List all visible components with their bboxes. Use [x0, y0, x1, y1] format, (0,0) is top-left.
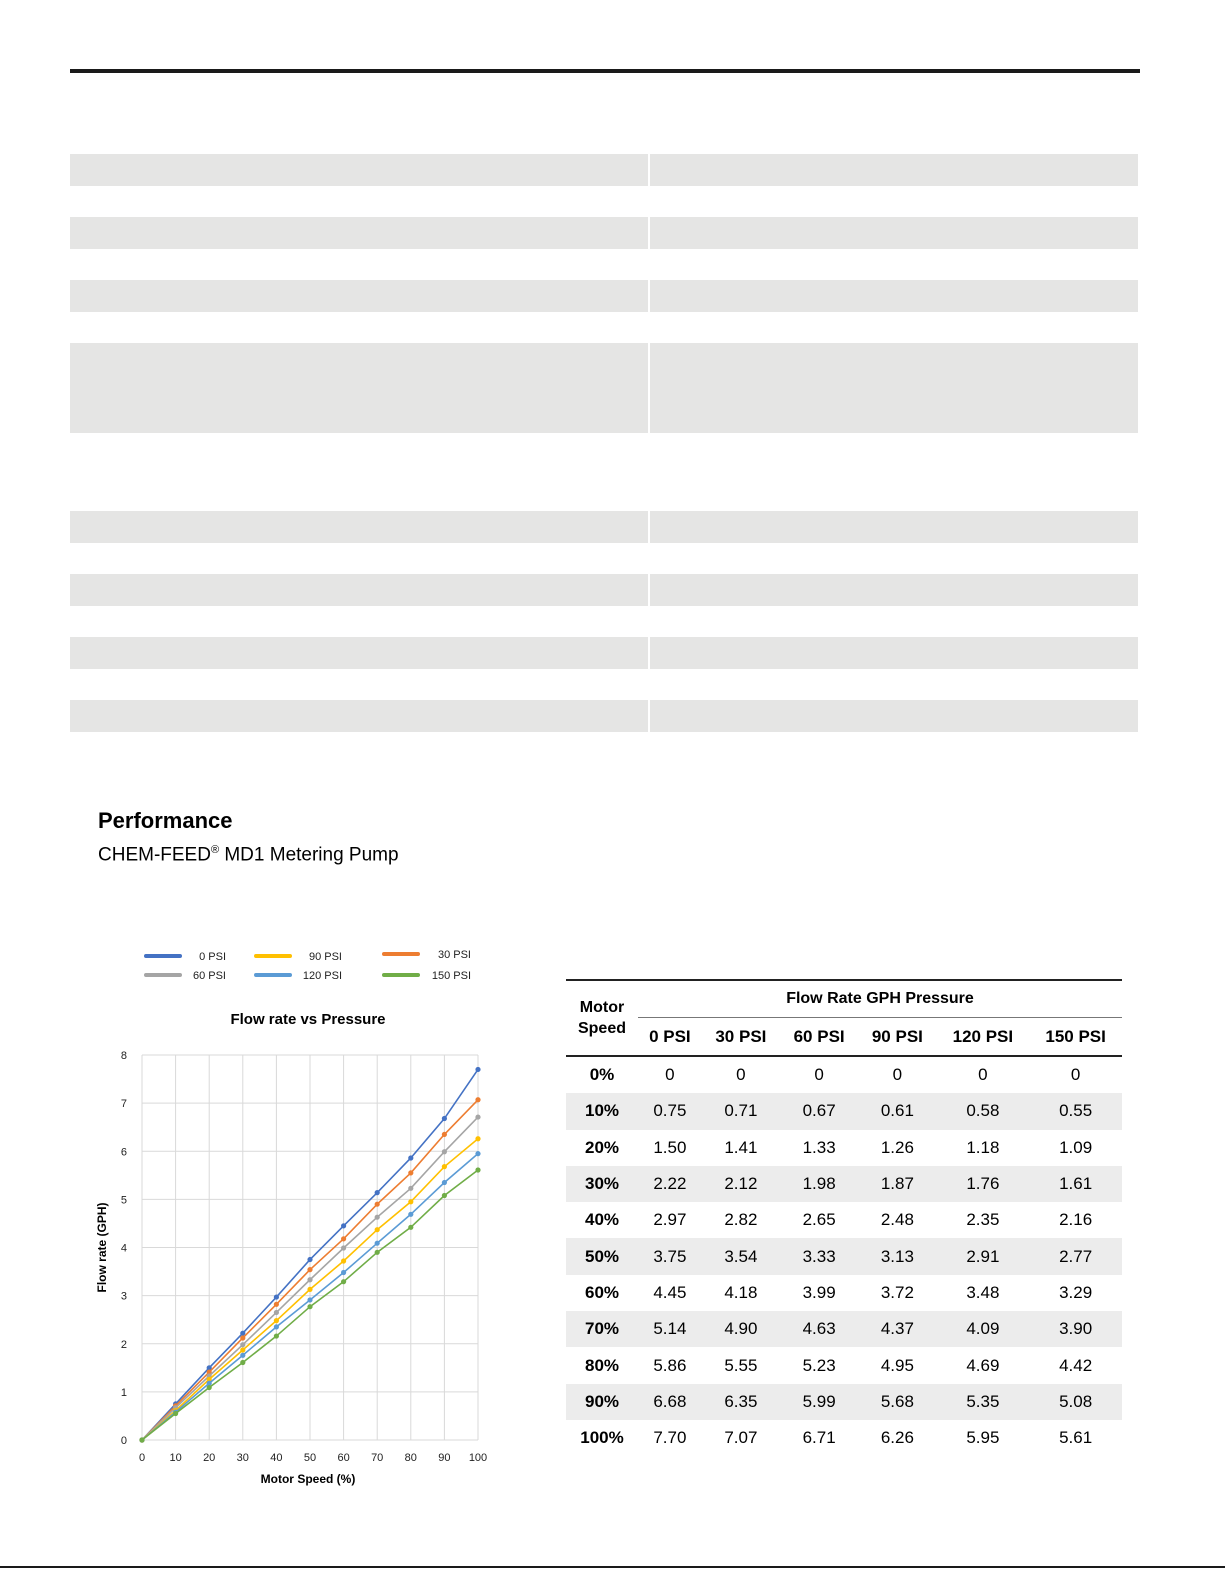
flow-cell: 1.50: [653, 1137, 687, 1157]
data-point: [408, 1199, 413, 1204]
flow-cell: 5.68: [858, 1384, 936, 1420]
data-point: [240, 1331, 245, 1336]
flow-cell: 5.95: [966, 1428, 1000, 1448]
data-point: [375, 1215, 380, 1220]
speed-cell: 20%: [584, 1137, 620, 1157]
speed-cell: 80%: [584, 1355, 620, 1375]
legend-label: 120 PSI: [302, 970, 342, 982]
flow-cell: 3.99: [802, 1282, 836, 1302]
flow-cell: 1.98: [780, 1166, 858, 1202]
legend-label: 30 PSI: [437, 949, 471, 961]
flow-cell: 4.45: [653, 1282, 687, 1302]
x-tick-label: 100: [468, 1452, 488, 1464]
speed-cell: 50%: [566, 1238, 638, 1274]
table-row: [566, 1056, 1122, 1093]
data-point: [475, 1136, 480, 1141]
y-tick-label: 4: [120, 1242, 127, 1255]
flow-cell: 1.41: [724, 1137, 758, 1157]
flow-cell: 4.90: [702, 1311, 780, 1347]
flow-cell: 2.16: [1059, 1210, 1093, 1230]
speed-header: [566, 980, 638, 1056]
flow-cell: 3.29: [1059, 1282, 1093, 1302]
data-point: [274, 1333, 279, 1338]
data-point: [341, 1236, 346, 1241]
data-point: [408, 1225, 413, 1230]
data-point: [341, 1245, 346, 1250]
table-row: [566, 1130, 1122, 1166]
column-header: 0 PSI: [638, 1018, 702, 1057]
flow-cell: 2.91: [937, 1238, 1030, 1274]
y-tick-label: 3: [120, 1290, 127, 1303]
flow-cell: 5.86: [653, 1355, 687, 1375]
flow-cell: 0.58: [937, 1093, 1030, 1129]
data-point: [274, 1324, 279, 1329]
flow-cell: 1.26: [880, 1137, 914, 1157]
x-tick-label: 60: [337, 1452, 350, 1464]
table-row: [566, 1311, 1122, 1347]
data-point: [240, 1342, 245, 1347]
data-point: [375, 1241, 380, 1246]
data-point: [475, 1067, 480, 1072]
data-point: [173, 1411, 178, 1416]
chart-title: Flow rate vs Pressure: [230, 1011, 386, 1028]
data-point: [274, 1310, 279, 1315]
flow-cell: 7.70: [653, 1428, 687, 1448]
flow-cell: 2.48: [880, 1210, 914, 1230]
flow-cell: 2.97: [653, 1210, 687, 1230]
subtitle-rest: MD1 Metering Pump: [219, 844, 399, 866]
x-tick-label: 20: [203, 1452, 216, 1464]
flow-cell: 0.61: [858, 1093, 936, 1129]
spec-row: [70, 637, 1138, 669]
data-point: [341, 1258, 346, 1263]
flow-cell: 3.54: [702, 1238, 780, 1274]
data-point: [274, 1302, 279, 1307]
flow-cell: 2.82: [724, 1210, 758, 1230]
spec-row: [70, 700, 1138, 732]
flow-cell: 5.55: [724, 1355, 758, 1375]
legend-label: 0 PSI: [199, 951, 226, 963]
data-point: [307, 1277, 312, 1282]
data-point: [240, 1335, 245, 1340]
group-header: Flow Rate GPH Pressure: [638, 980, 1122, 1018]
spec-row: [70, 280, 1138, 312]
flow-cell: 0: [978, 1065, 988, 1085]
table-row: [566, 1275, 1122, 1311]
data-point: [442, 1193, 447, 1198]
flow-cell: 3.48: [966, 1282, 1000, 1302]
data-point: [375, 1227, 380, 1232]
flow-cell: 1.09: [1059, 1137, 1093, 1157]
flow-cell: 2.22: [638, 1166, 702, 1202]
flow-cell: 3.33: [780, 1238, 858, 1274]
data-point: [442, 1149, 447, 1154]
top-rule: [70, 69, 1140, 73]
legend-label: 60 PSI: [192, 970, 226, 982]
data-point: [307, 1257, 312, 1262]
spec-row: [70, 154, 1138, 186]
data-point: [475, 1114, 480, 1119]
flow-rate-table: [566, 979, 1122, 1456]
flow-cell: 5.08: [1029, 1384, 1122, 1420]
flow-rate-chart: [80, 935, 520, 1495]
data-point: [408, 1186, 413, 1191]
data-point: [442, 1180, 447, 1185]
registered-mark: ®: [210, 844, 220, 856]
flow-cell: 4.37: [858, 1311, 936, 1347]
flow-cell: 5.23: [802, 1355, 836, 1375]
x-tick-label: 30: [236, 1452, 249, 1464]
flow-cell: 1.61: [1029, 1166, 1122, 1202]
subtitle-brand: CHEM-FEED: [98, 844, 211, 866]
data-point: [408, 1170, 413, 1175]
x-axis-label: Motor Speed (%): [260, 1472, 356, 1486]
flow-cell: 4.69: [966, 1355, 1000, 1375]
flow-cell: 1.18: [966, 1137, 1000, 1157]
spec-row: [70, 343, 1138, 433]
flow-cell: 3.90: [1029, 1311, 1122, 1347]
flow-cell: 0.71: [702, 1093, 780, 1129]
data-point: [341, 1279, 346, 1284]
speed-cell: 100%: [580, 1428, 624, 1448]
section-title: Performance: [98, 808, 233, 833]
data-point: [274, 1318, 279, 1323]
column-header: 90 PSI: [858, 1018, 936, 1057]
spec-row: [70, 217, 1138, 249]
flow-cell: 0.55: [1029, 1093, 1122, 1129]
data-point: [375, 1202, 380, 1207]
flow-cell: 0.67: [780, 1093, 858, 1129]
flow-cell: 6.71: [802, 1428, 836, 1448]
y-tick-label: 2: [120, 1338, 127, 1351]
data-point: [307, 1304, 312, 1309]
data-point: [442, 1164, 447, 1169]
flow-cell: 1.76: [937, 1166, 1030, 1202]
table-row: [566, 1166, 1122, 1202]
flow-cell: 3.13: [858, 1238, 936, 1274]
flow-cell: 4.18: [724, 1282, 758, 1302]
x-tick-label: 50: [303, 1452, 317, 1464]
x-tick-label: 70: [371, 1452, 384, 1464]
flow-cell: 4.42: [1059, 1355, 1093, 1375]
y-axis-label: Flow rate (GPH): [95, 1202, 109, 1293]
y-tick-label: 6: [120, 1146, 127, 1159]
flow-cell: 2.77: [1029, 1238, 1122, 1274]
bottom-rule: [0, 1566, 1225, 1568]
speed-cell: 60%: [584, 1282, 620, 1302]
table-row: [566, 1384, 1122, 1420]
table-row: [566, 1093, 1122, 1129]
data-point: [408, 1155, 413, 1160]
data-point: [475, 1151, 480, 1156]
x-tick-label: 40: [270, 1452, 283, 1464]
table-row: [566, 1347, 1122, 1383]
column-header: 60 PSI: [780, 1018, 858, 1057]
data-point: [139, 1437, 144, 1442]
data-point: [307, 1297, 312, 1302]
data-point: [274, 1294, 279, 1299]
flow-cell: 0.75: [638, 1093, 702, 1129]
flow-cell: 0: [665, 1065, 675, 1085]
section-subtitle: [98, 844, 399, 866]
table-row: [566, 1238, 1122, 1274]
column-header: 150 PSI: [1029, 1018, 1122, 1057]
flow-cell: 5.35: [937, 1384, 1030, 1420]
y-tick-label: 1: [120, 1386, 127, 1399]
column-header: 30 PSI: [702, 1018, 780, 1057]
x-tick-label: 0: [138, 1452, 146, 1464]
speed-cell: 90%: [566, 1384, 638, 1420]
x-tick-label: 90: [438, 1452, 451, 1464]
flow-cell: 1.87: [858, 1166, 936, 1202]
x-tick-label: 80: [404, 1452, 417, 1464]
data-point: [475, 1167, 480, 1172]
flow-cell: 2.65: [802, 1210, 836, 1230]
table-row: [566, 1420, 1122, 1456]
x-tick-label: 10: [169, 1452, 182, 1464]
flow-cell: 6.68: [638, 1384, 702, 1420]
speed-cell: 0%: [589, 1065, 615, 1085]
flow-cell: 5.14: [638, 1311, 702, 1347]
speed-cell: 70%: [566, 1311, 638, 1347]
y-tick-label: 8: [120, 1050, 127, 1062]
data-point: [207, 1385, 212, 1390]
flow-cell: 4.09: [937, 1311, 1030, 1347]
speed-cell: 30%: [566, 1166, 638, 1202]
flow-cell: 6.26: [880, 1428, 914, 1448]
data-point: [375, 1250, 380, 1255]
data-point: [341, 1270, 346, 1275]
flow-cell: 1.33: [802, 1137, 836, 1157]
flow-cell: 5.99: [780, 1384, 858, 1420]
data-point: [307, 1267, 312, 1272]
data-point: [375, 1190, 380, 1195]
table-row: [566, 1202, 1122, 1238]
y-tick-label: 5: [120, 1194, 127, 1207]
flow-cell: 0: [814, 1065, 824, 1085]
flow-cell: 4.63: [780, 1311, 858, 1347]
flow-cell: 2.35: [966, 1210, 1000, 1230]
data-point: [442, 1132, 447, 1137]
flow-cell: 0: [892, 1065, 903, 1085]
data-point: [240, 1360, 245, 1365]
column-header: 120 PSI: [937, 1018, 1030, 1057]
flow-cell: 0: [736, 1065, 746, 1085]
speed-header-line1: Motor: [579, 999, 625, 1016]
flow-cell: 7.07: [724, 1428, 758, 1448]
data-point: [341, 1223, 346, 1228]
legend-label: 90 PSI: [308, 951, 342, 963]
flow-cell: 0: [1070, 1065, 1081, 1085]
data-point: [240, 1347, 245, 1352]
speed-cell: 10%: [566, 1093, 638, 1129]
legend-label: 150 PSI: [431, 970, 471, 982]
speed-header-line2: Speed: [577, 1020, 626, 1037]
flow-cell: 6.35: [702, 1384, 780, 1420]
flow-cell: 3.75: [638, 1238, 702, 1274]
data-point: [475, 1097, 480, 1102]
y-tick-label: 7: [120, 1098, 127, 1111]
data-point: [240, 1353, 245, 1358]
flow-cell: 3.72: [880, 1282, 914, 1302]
flow-cell: 2.12: [702, 1166, 780, 1202]
speed-cell: 40%: [584, 1210, 620, 1230]
data-point: [442, 1116, 447, 1121]
spec-row: [70, 574, 1138, 606]
data-point: [408, 1212, 413, 1217]
y-tick-label: 0: [120, 1435, 127, 1447]
spec-row: [70, 511, 1138, 543]
flow-cell: 4.95: [880, 1355, 914, 1375]
data-point: [307, 1287, 312, 1292]
flow-cell: 5.61: [1059, 1428, 1093, 1448]
